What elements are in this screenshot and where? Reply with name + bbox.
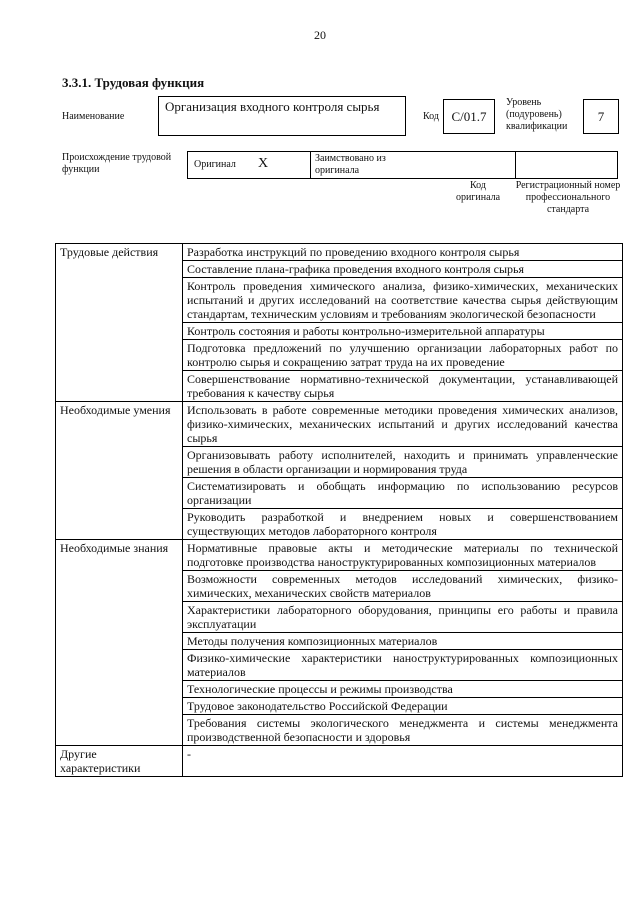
skill-item: Использовать в работе современные методики проведения химических анализов, физико-химических, механических испытаний и других исследований качества сырья (183, 402, 623, 447)
labor-action-item: Контроль проведения химического анализа, физико-химических, механических испытаний и других исследований на соответствие качества сырья действующим стандартам, техническим условиям и требованиям экологической безопасности (183, 278, 623, 323)
knowledge-item: Нормативные правовые акты и методические материалы по технической подготовке производства наноструктурированных композиционных материалов (183, 540, 623, 571)
qualification-level-box: 7 (583, 99, 619, 134)
labor-action-item: Совершенствование нормативно-технической документации, устанавливающей требования к качеству сырья (183, 371, 623, 402)
borrowed-label: Заимствовано из оригинала (315, 153, 386, 176)
level-label: Уровень (подуровень) квалификации (506, 97, 568, 132)
reg-number-cell (516, 152, 618, 178)
knowledge-item: Требования системы экологического менеджмента и системы менеджмента производственной безопасности и здоровья (183, 715, 623, 746)
reg-number-label: Регистрационный номер профессионального стандарта (515, 180, 621, 215)
original-mark: X (258, 156, 269, 171)
knowledge-item: Характеристики лабораторного оборудования, принципы его работы и правила эксплуатации (183, 602, 623, 633)
skills-label: Необходимые умения (56, 402, 183, 540)
code-original-label: Код оригинала (455, 180, 501, 203)
knowledge-label: Необходимые знания (56, 540, 183, 746)
table-row (56, 540, 623, 571)
table-row (56, 244, 623, 261)
page-number: 20 (314, 28, 326, 42)
skill-item: Руководить разработкой и внедрением новых и совершенствованием существующих методов лабораторного контроля (183, 509, 623, 540)
other-characteristics-value: - (183, 746, 623, 777)
knowledge-item: Физико-химические характеристики наноструктурированных композиционных материалов (183, 650, 623, 681)
skill-item: Систематизировать и обобщать информацию по использованию ресурсов организации (183, 478, 623, 509)
original-label: Оригинал (194, 159, 236, 170)
name-label: Наименование (62, 111, 125, 122)
labor-action-item: Разработка инструкций по проведению входного контроля сырья (183, 244, 623, 261)
knowledge-item: Технологические процессы и режимы производства (183, 681, 623, 698)
origin-label: Происхождение трудовой функции (62, 152, 172, 175)
knowledge-item: Трудовое законодательство Российской Федерации (183, 698, 623, 715)
skill-item: Организовывать работу исполнителей, находить и принимать управленческие решения в области организации и нормирования труда (183, 447, 623, 478)
function-code-box: С/01.7 (443, 99, 495, 134)
other-characteristics-label: Другие характеристики (56, 746, 183, 777)
original-cell (188, 152, 311, 178)
labor-actions-label: Трудовые действия (56, 244, 183, 402)
labor-action-item: Контроль состояния и работы контрольно-измерительной аппаратуры (183, 323, 623, 340)
labor-action-item: Составление плана-графика проведения входного контроля сырья (183, 261, 623, 278)
borrowed-cell (311, 152, 516, 178)
knowledge-item: Методы получения композиционных материалов (183, 633, 623, 650)
labor-action-item: Подготовка предложений по улучшению организации лабораторных работ по контролю сырья и сокращению затрат труда на их проведение (183, 340, 623, 371)
code-label: Код (423, 111, 439, 122)
origin-row (187, 151, 618, 179)
knowledge-item: Возможности современных методов исследований химических, физико-химических, механических свойств материалов (183, 571, 623, 602)
function-name-box: Организация входного контроля сырья (158, 96, 406, 136)
table-row (56, 402, 623, 447)
section-heading: 3.3.1. Трудовая функция (62, 75, 205, 90)
requirements-table (55, 243, 623, 777)
table-row (56, 746, 623, 777)
